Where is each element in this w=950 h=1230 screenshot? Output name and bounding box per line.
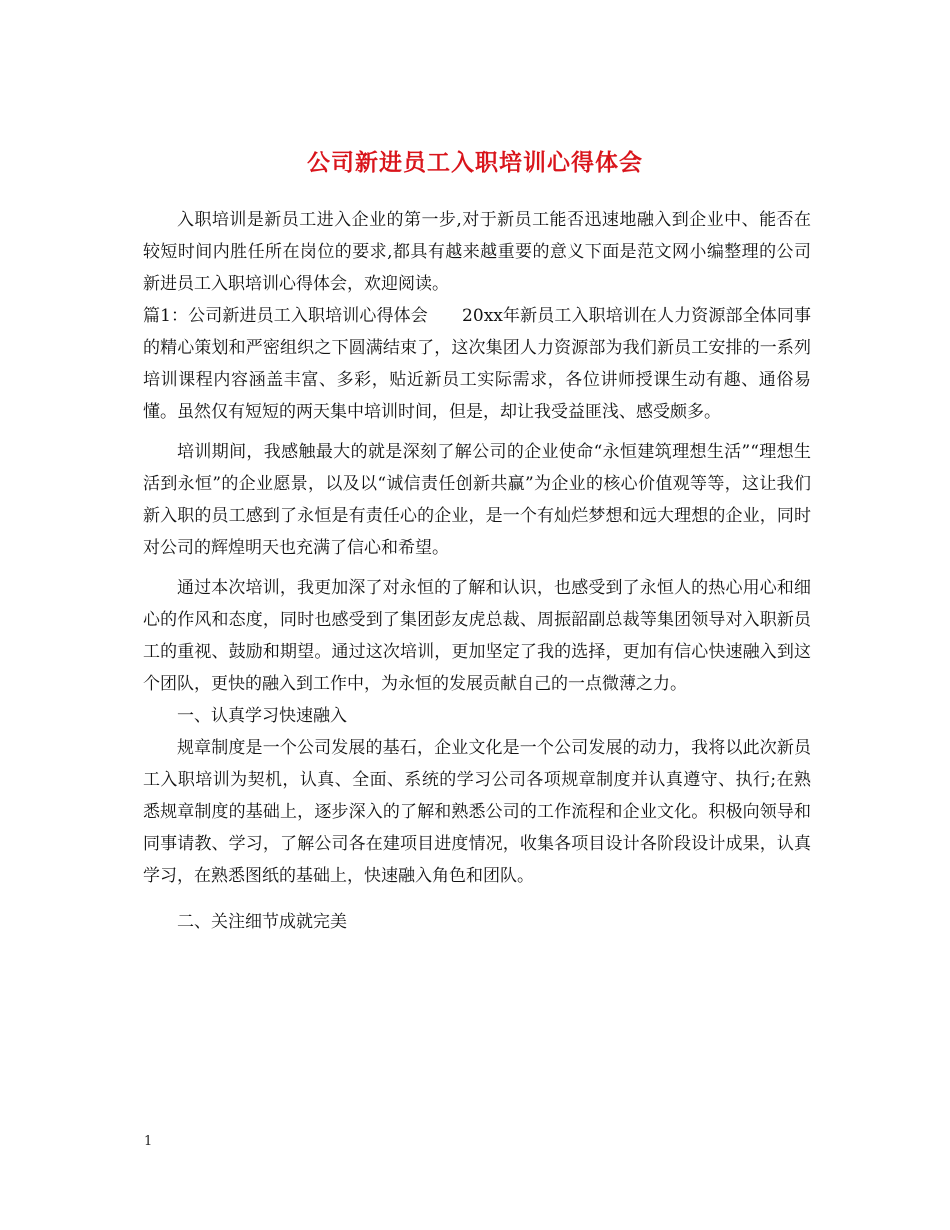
section-heading-1: 一、认真学习快速融入 (177, 706, 347, 726)
training-impression-paragraph: 培训期间，我感触最大的就是深刻了解公司的企业使命“永恒建筑理想生活”“理想生活到永恒”的企业愿景，以及以“诚信责任创新共赢”为企业的核心价值观等等，这让我们新入职的员工感到了永恒是有责任心的企业，是一个有灿烂梦想和远大理想的企业，同时对公司的辉煌明天也充满了信心和希望。 (143, 442, 811, 558)
section-heading-2: 二、关注细节成就完美 (177, 912, 347, 932)
training-understanding-paragraph: 通过本次培训，我更加深了对永恒的了解和认识，也感受到了永恒人的热心用心和细心的作风和态度，同时也感受到了集团彭友虎总裁、周振韶副总裁等集团领导对入职新员工的重视、鼓励和期望。通过这次培训，更加坚定了我的选择，更加有信心快速融入到这个团队，更快的融入到工作中，为永恒的发展贡献自己的一点微薄之力。 (143, 578, 811, 694)
intro-paragraph: 入职培训是新员工进入企业的第一步,对于新员工能否迅速地融入到企业中、能否在较短时间内胜任所在岗位的要求,都具有越来越重要的意义下面是范文网小编整理的公司新进员工入职培训心得体会，欢迎阅读。 (143, 210, 811, 294)
document-title: 公司新进员工入职培训心得体会 (307, 149, 643, 177)
section-1-paragraph: 规章制度是一个公司发展的基石，企业文化是一个公司发展的动力，我将以此次新员工入职培训为契机，认真、全面、系统的学习公司各项规章制度并认真遵守、执行;在熟悉规章制度的基础上，逐步深入的了解和熟悉公司的工作流程和企业文化。积极向领导和同事请教、学习，了解公司各在建项目进度情况，收集各项目设计各阶段设计成果，认真学习，在熟悉图纸的基础上，快速融入角色和团队。 (143, 738, 811, 886)
page-number: 1 (144, 1134, 153, 1149)
article-1-paragraph: 篇1：公司新进员工入职培训心得体会 20xx年新员工入职培训在人力资源部全体同事的精心策划和严密组织之下圆满结束了，这次集团人力资源部为我们新员工安排的一系列培训课程内容涵盖丰富、多彩，贴近新员工实际需求，各位讲师授课生动有趣、通俗易懂。虽然仅有短短的两天集中培训时间，但是，却让我受益匪浅、感受颇多。 (143, 306, 811, 422)
document-body (143, 204, 811, 938)
